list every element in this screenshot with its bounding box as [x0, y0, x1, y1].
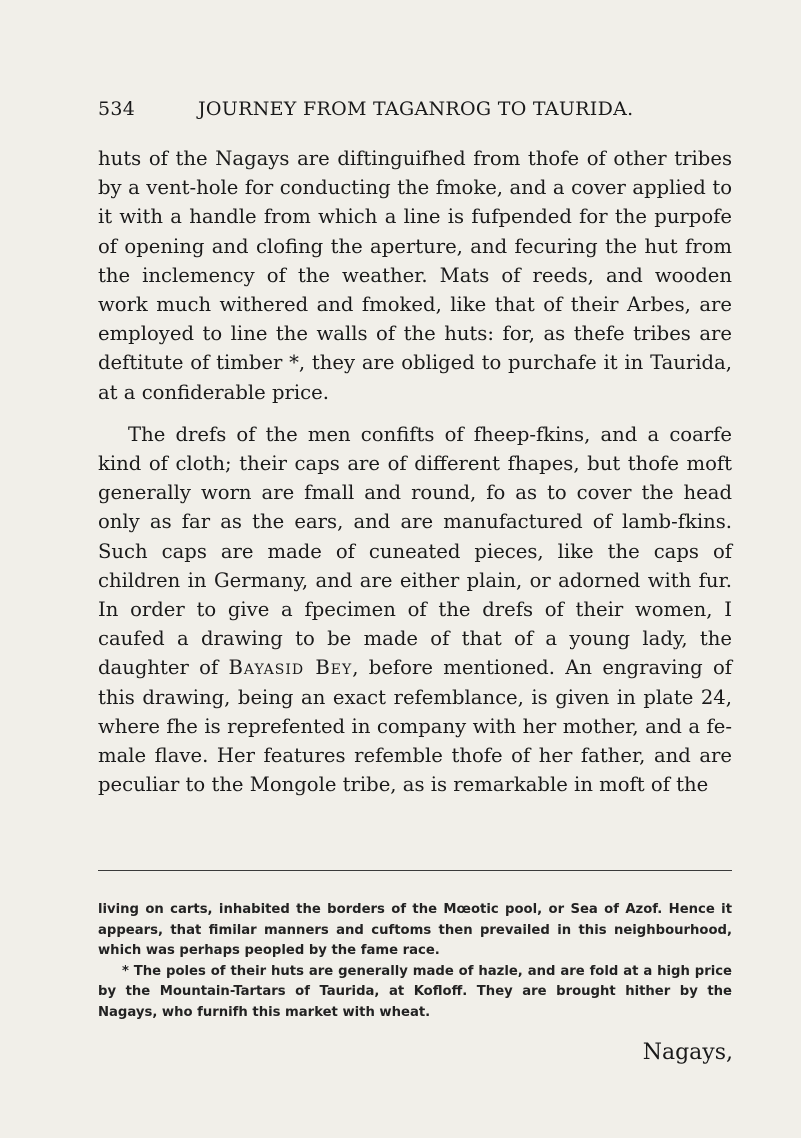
person-name: Bayasid Bey: [228, 656, 353, 680]
paragraph-2: [98, 420, 732, 800]
paragraph-2-part-1: The drefs of the men confifts of fheep-fkins, and a coarfe kind of cloth; their caps are of different fhapes, but thofe moft generally worn are fmall and round, fo as to cover the head only as far as the ears, and are manufactured of lamb-fkins. Such caps are made of cuneated pieces, like the caps of children in Germany, and are either plain, or adorned with fur. In order to give a fpecimen of the drefs of their women, I caufed a drawing to be made of that of a young lady, the daughter of: [98, 422, 732, 680]
running-title: JOURNEY FROM TAGANROG TO TAURIDA.: [198, 98, 634, 120]
paragraph-2-part-2: , before mentioned. An engraving of this drawing, being an exact refemblance, is given in plate 24, where fhe is reprefented in company with her mother, and a female flave. Her features refemble thofe of her father, and are peculiar to the Mongole tribe, as is remarkable in moft of the: [98, 656, 732, 797]
footnote-rule: [98, 870, 732, 871]
footnotes: [98, 900, 732, 1024]
body-text: [98, 144, 732, 799]
footnote-star: * The poles of their huts are generally made of hazle, and are fold at a high price by the Mountain-Tartars of Taurida, at Kofloff. They are brought hither by the Nagays, who furnifh this market with wheat.: [98, 963, 732, 1020]
paragraph-1: huts of the Nagays are diftinguifhed from thofe of other tribes by a vent-hole for conducting the fmoke, and a cover applied to it with a handle from which a line is fufpended for the purpofe of opening and clofing the aperture, and fecuring the hut from the inclemency of the weather. Mats of reeds, and wooden work much withered and fmoked, like that of their Arbes, are employed to line the walls of the huts: for, as thefe tribes are deftitute of timber *, they are obliged to purchafe it in Taurida, at a confiderable price.: [98, 147, 732, 404]
page-number: 534: [98, 98, 136, 120]
catchword: Nagays,: [642, 1040, 733, 1065]
footnote-continued: living on carts, inhabited the borders of the Mœotic pool, or Sea of Azof. Hence it appears, that fimilar manners and cuftoms then prevailed in this neighbourhood, which was perhaps peopled by the fame race.: [98, 902, 732, 959]
